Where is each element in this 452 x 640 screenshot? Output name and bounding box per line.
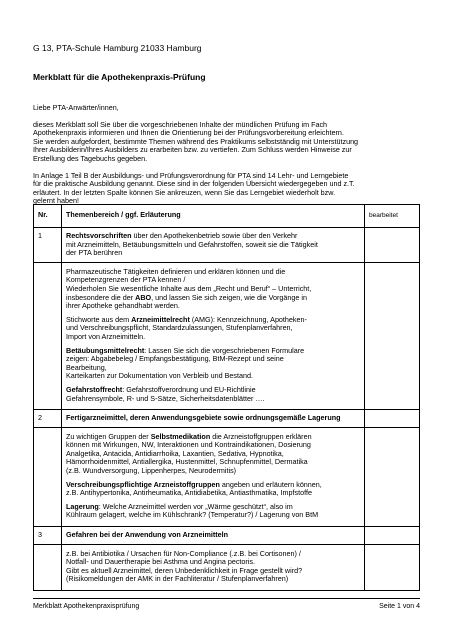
detail-bold: Gefahrstoffrecht [66, 384, 123, 394]
header-school: G 13, PTA-Schule Hamburg 21033 Hamburg [33, 43, 202, 53]
detail-line: Notfall- und Dauertherapie bei Asthma und Angina pectoris. [66, 557, 255, 567]
intro-paragraph-1 [33, 121, 423, 164]
detail-line: Wiederholen Sie wesentliche Inhalte aus dem „Recht und Beruf“ – Unterricht, [66, 283, 312, 293]
intro-line: Ihrer Ausbilderin/Ihres Ausbilders zu erarbeiten bzw. zu vertiefen. Zum Schluss werden Hinweise zur [33, 145, 352, 155]
col-done-header [365, 205, 420, 228]
row-topic-text: über den Apothekenbetrieb sowie über den Verkehr [131, 231, 298, 240]
detail-text: : Welche Arzneimittel werden vor „Wärme geschützt“, also im [98, 501, 293, 511]
table-row [34, 410, 420, 428]
table-row [34, 228, 420, 263]
done-checkbox-cell[interactable] [365, 410, 420, 428]
row-detail [62, 262, 365, 409]
row-topic-bold: Gefahren bei der Anwendung von Arzneimitteln [66, 530, 228, 540]
intro-line: gelernt haben! [33, 196, 79, 206]
salutation: Liebe PTA-Anwärter/innen, [33, 103, 119, 112]
detail-text: : Lassen Sie sich die vorgeschriebenen Formulare [144, 345, 305, 355]
intro-text [33, 104, 423, 214]
intro-line: Apothekenpraxis informieren und Ihnen die Orientierung bei der Prüfungsvorbereitung erleichtern. [33, 128, 344, 138]
row-nr: 2 [34, 410, 62, 428]
detail-text: die Arzneistoffgruppen erklären [210, 431, 312, 441]
detail-line: z.B. Antihypertonika, Antirheumatika, Antidiabetika, Antiasthmatika, Impfstoffe [66, 488, 312, 498]
detail-bold: Verschreibungspflichtige Arzneistoffgruppen [66, 479, 220, 489]
row-nr: 1 [34, 228, 62, 263]
table-row-detail [34, 262, 420, 409]
footer-divider [33, 598, 420, 599]
table-row [34, 527, 420, 545]
intro-line: erläutert. In der letzten Spalte können Sie ankreuzen, wenn Sie das Lerngebiet wiederholt bzw. [33, 187, 336, 197]
detail-line: Bearbeitung, [66, 362, 107, 372]
intro-line: dieses Merkblatt soll Sie über die vorgeschriebenen Inhalte der mündlichen Prüfung im Fach [33, 119, 328, 129]
detail-line: Kompetenzgrenzen der PTA kennen / [66, 275, 186, 285]
intro-line: Erstellung des Tagebuchs gegeben. [33, 153, 148, 163]
col-nr-header: Nr. [34, 205, 62, 228]
page-number: Seite 1 von 4 [379, 603, 420, 610]
detail-line: Kühlraum gelagert, welche im Kühlschrank? (Temperatur?) / Lagerung von BtM [66, 510, 319, 520]
detail-text: angeben und erläutern können, [219, 479, 322, 489]
detail-bold: Arzneimittelrecht [131, 314, 190, 324]
detail-line: Analgetika, Antacida, Antidiarrhoika, Laxantien, Sedativa, Hypnotika, [66, 448, 284, 458]
footer [33, 603, 420, 612]
table-row-detail [34, 427, 420, 526]
row-topic-text: der PTA berühren [66, 248, 123, 258]
row-detail [62, 427, 365, 526]
intro-line: Sie werden aufgefordert, bestimmte Themen während des Praktikums selbstständig mit Unterstützung [33, 136, 359, 146]
detail-line: Gefahrensymbole, R- und S-Sätze, Sicherheitsdatenblätter …. [66, 393, 265, 403]
row-topic [62, 228, 365, 263]
row-detail [62, 544, 365, 590]
topics-table [33, 204, 420, 591]
detail-text: (AMG): Kennzeichnung, Apotheken- [189, 314, 307, 324]
detail-text: Zu wichtigen Gruppen der [66, 431, 151, 441]
done-checkbox-cell[interactable] [365, 228, 420, 263]
detail-line: (z.B. Wundversorgung, Lippenherpes, Neurodermitis) [66, 466, 237, 476]
col-topic-header: Themenbereich / ggf. Erläuterung [62, 205, 365, 228]
row-topic-bold: Fertigarzneimittel, deren Anwendungsgebiete sowie ordnungsgemäße Lagerung [66, 413, 341, 423]
detail-bold: Selbstmedikation [150, 431, 211, 441]
row-topic [62, 527, 365, 545]
detail-line: Gibt es aktuell Arzneimittel, deren Unbedenklichkeit in Frage gestellt wird? [66, 565, 303, 575]
done-checkbox-cell[interactable] [365, 527, 420, 545]
intro-paragraph-2 [33, 172, 423, 206]
footer-title: Merkblatt Apothekenpraxisprüfung [33, 603, 140, 610]
col-done-label: bearbeitet [369, 212, 398, 219]
detail-line: Pharmazeutische Tätigkeiten definieren und erklären können und die [66, 266, 286, 276]
detail-line: (Risikomeldungen der AMK in der Fachliteratur / Stufenplanverfahren) [66, 574, 289, 584]
detail-line: insbesondere die der ABO, und lassen Sie sich zeigen, wie die Vorgänge in [66, 292, 307, 302]
row-topic-bold: Rechtsvorschriften [66, 231, 132, 240]
detail-bold: Lagerung [66, 501, 99, 511]
intro-line: In Anlage 1 Teil B der Ausbildungs- und Prüfungsverordnung für PTA sind 14 Lehr- und Lerngebiete [33, 170, 349, 180]
detail-text: : Gefahrstoffverordnung und EU-Richtlinie [122, 384, 256, 394]
intro-line: für die praktische Ausbildung genannt. Diese sind in der folgenden Übersicht wiedergegeben und z.T. [33, 179, 355, 189]
detail-line: Hämorrhoidenmittel, Antiallergika, Hustenmittel, Schnupfenmittel, Dermatika [66, 457, 308, 467]
detail-bold: Betäubungsmittelrecht [66, 345, 145, 355]
detail-line: Karteikarten zur Dokumentation von Verbleib und Bestand. [66, 371, 253, 381]
table-header-row [34, 205, 420, 228]
table-row-detail [34, 544, 420, 590]
detail-line: Import von Arzneimitteln. [66, 331, 146, 341]
detail-line: können mit Wirkungen, NW, Interaktionen und Kontraindikationen, Dosierung [66, 440, 311, 450]
row-nr: 3 [34, 527, 62, 545]
detail-line: ihrer Apotheke gehandhabt werden. [66, 301, 180, 311]
page-title: Merkblatt für die Apothekenpraxis-Prüfung [33, 72, 206, 82]
detail-line: zeigen: Abgabebeleg / Empfangsbestätigung, BtM-Rezept und seine [66, 354, 284, 364]
detail-text: Stichworte aus dem [66, 314, 132, 324]
detail-line: z.B. bei Antibiotika / Ursachen für Non-Compliance (.z.B. bei Cortisonen) / [66, 548, 301, 558]
row-topic-text: mit Arzneimitteln, Betäubungsmitteln und Gefahrstoffen, soweit sie die Tätigkeit [66, 239, 318, 249]
detail-line: und Verschreibungspflicht, Standardzulassungen, Stufenplanverfahren, [66, 323, 293, 333]
row-topic [62, 410, 365, 428]
